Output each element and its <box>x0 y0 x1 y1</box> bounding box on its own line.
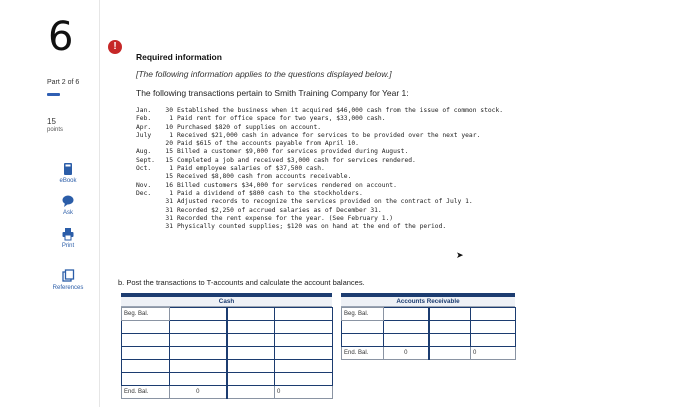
transaction-row: Apr. 10 Purchased $820 of supplies on account. <box>136 123 322 131</box>
accounts-receivable-t-account <box>341 293 515 360</box>
alert-icon: ! <box>108 40 122 54</box>
end-bal-credit-value: 0 <box>275 386 333 399</box>
transactions-list <box>136 107 696 231</box>
ask-link[interactable] <box>40 194 96 216</box>
transaction-row: 31 Adjusted records to recognize the services provided on the contract of July 1. <box>165 198 473 206</box>
credit-label-input[interactable] <box>227 334 275 347</box>
transaction-row: Feb. 1 Paid rent for office space for two years, $33,000 cash. <box>136 115 386 123</box>
transaction-row: 15 Received $8,800 cash from accounts receivable. <box>165 173 352 181</box>
ar-account-title: Accounts Receivable <box>341 297 515 307</box>
question-sidebar <box>0 0 100 407</box>
debit-input[interactable] <box>170 308 227 321</box>
debit-input[interactable] <box>170 334 227 347</box>
transaction-row: Sept. 15 Completed a job and received $3,000 cash for services rendered. <box>136 156 416 164</box>
debit-label-input[interactable] <box>122 321 170 334</box>
transaction-row: Aug. 15 Billed a customer $9,000 for services provided during August. <box>136 148 409 156</box>
transactions-intro: The following transactions pertain to Smith Training Company for Year 1: <box>136 88 409 98</box>
transaction-row: 31 Recorded the rent expense for the year. (See February 1.) <box>165 214 394 222</box>
credit-input[interactable] <box>275 308 333 321</box>
credit-label-input[interactable] <box>227 360 275 373</box>
credit-label-input[interactable] <box>227 321 275 334</box>
transaction-row: Dec. 1 Paid a dividend of $800 cash to the stockholders. <box>136 189 363 197</box>
credit-label-input[interactable] <box>227 308 275 321</box>
chat-bubble-icon <box>61 194 75 208</box>
credit-label-input[interactable] <box>227 373 275 386</box>
credit-input[interactable] <box>275 347 333 360</box>
references-icon <box>61 269 75 283</box>
ask-label: Ask <box>62 210 73 216</box>
credit-input[interactable] <box>275 334 333 347</box>
debit-input[interactable] <box>170 347 227 360</box>
credit-input[interactable] <box>471 308 516 321</box>
credit-label-input[interactable] <box>429 308 471 321</box>
references-link[interactable] <box>40 269 96 291</box>
credit-input[interactable] <box>275 373 333 386</box>
beg-bal-label: Beg. Bal. <box>122 308 170 321</box>
references-label: References <box>52 285 84 291</box>
credit-input[interactable] <box>471 334 516 347</box>
credit-label-input[interactable] <box>429 334 471 347</box>
transaction-row: 31 Recorded $2,250 of accrued salaries as of December 31. <box>165 206 382 214</box>
end-bal-label: End. Bal. <box>122 386 170 399</box>
book-icon <box>61 162 75 176</box>
cash-account-title: Cash <box>121 297 332 307</box>
credit-label-input[interactable] <box>429 321 471 334</box>
ebook-label: eBook <box>59 178 77 184</box>
end-bal-debit-value: 0 <box>384 347 429 360</box>
mouse-cursor-icon: ➤ <box>456 250 464 260</box>
debit-label-input[interactable] <box>122 373 170 386</box>
end-bal-label: End. Bal. <box>342 347 384 360</box>
credit-input[interactable] <box>275 321 333 334</box>
transaction-row: 31 Physically counted supplies; $120 was on hand at the end of the period. <box>165 223 447 231</box>
end-bal-debit-value: 0 <box>170 386 227 399</box>
end-bal-spacer <box>429 347 471 360</box>
beg-bal-label: Beg. Bal. <box>342 308 384 321</box>
question-number: 6 <box>48 14 74 60</box>
transaction-row: Oct. 1 Paid employee salaries of $37,500 cash. <box>136 165 325 173</box>
required-info-title: Required information <box>136 52 222 62</box>
printer-icon <box>61 227 75 241</box>
part-indicator: Part 2 of 6 <box>47 79 80 86</box>
debit-input[interactable] <box>170 373 227 386</box>
credit-input[interactable] <box>275 360 333 373</box>
part-b-instructions: b. Post the transactions to T-accounts and calculate the account balances. <box>118 278 365 287</box>
ar-entry-table <box>341 307 516 360</box>
credit-input[interactable] <box>471 321 516 334</box>
debit-input[interactable] <box>384 334 429 347</box>
debit-input[interactable] <box>384 308 429 321</box>
debit-label-input[interactable] <box>342 334 384 347</box>
transaction-row: July 1 Received $21,000 cash in advance for services to be provided over the next year. <box>136 131 481 139</box>
print-label: Print <box>61 243 75 249</box>
points-value: 15 <box>47 117 56 126</box>
debit-input[interactable] <box>170 360 227 373</box>
end-bal-credit-value: 0 <box>471 347 516 360</box>
cash-entry-table <box>121 307 333 399</box>
debit-label-input[interactable] <box>122 347 170 360</box>
debit-label-input[interactable] <box>342 321 384 334</box>
print-link[interactable] <box>40 227 96 249</box>
debit-label-input[interactable] <box>122 334 170 347</box>
question-content <box>136 52 696 231</box>
end-bal-spacer <box>227 386 275 399</box>
credit-label-input[interactable] <box>227 347 275 360</box>
debit-input[interactable] <box>384 321 429 334</box>
points-label: points <box>47 127 64 133</box>
transaction-row: 20 Paid $615 of the accounts payable from April 10. <box>165 140 359 148</box>
cash-t-account <box>121 293 332 399</box>
ebook-link[interactable] <box>40 162 96 184</box>
debit-input[interactable] <box>170 321 227 334</box>
transaction-row: Nov. 16 Billed customers $34,000 for services rendered on account. <box>136 181 397 189</box>
debit-label-input[interactable] <box>122 360 170 373</box>
part-progress-bar <box>47 93 60 96</box>
applies-note: [The following information applies to the questions displayed below.] <box>136 69 392 79</box>
transaction-row: Jan. 30 Established the business when it acquired $46,000 cash from the issue of common stock. <box>136 107 504 114</box>
